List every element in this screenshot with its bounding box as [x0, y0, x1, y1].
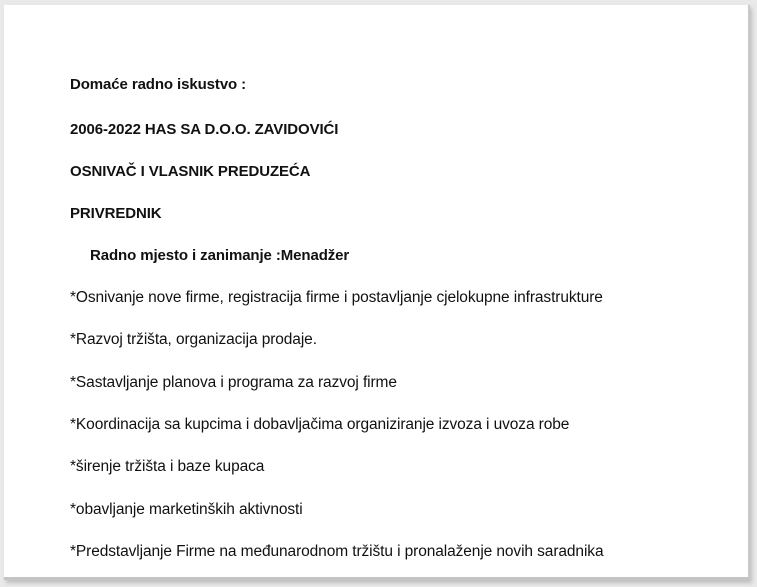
occupation-line: PRIVREDNIK — [70, 205, 162, 222]
duty-item: *širenje tržišta i baze kupaca — [70, 458, 265, 475]
duty-item: *Osnivanje nove firme, registracija firme i postavljanje cjelokupne infrastrukture — [70, 289, 603, 306]
duty-item: *Koordinacija sa kupcima i dobavljačima organiziranje izvoza i uvoza robe — [70, 416, 570, 433]
role-line: OSNIVAČ I VLASNIK PREDUZEĆA — [70, 163, 311, 180]
duty-item: *obavljanje marketinških aktivnosti — [70, 501, 303, 518]
position-line: Radno mjesto i zanimanje :Menadžer — [90, 247, 350, 264]
company-line: 2006-2022 HAS SA D.O.O. ZAVIDOVIĆI — [70, 121, 339, 138]
document-page — [4, 5, 750, 580]
duty-item: *Predstavljanje Firme na međunarodnom tržištu i pronalaženje novih saradnika — [70, 543, 604, 560]
duty-item: *Sastavljanje planova i programa za razvoj firme — [70, 374, 397, 391]
section-heading: Domaće radno iskustvo : — [70, 76, 247, 93]
duty-item: *Razvoj tržišta, organizacija prodaje. — [70, 331, 317, 348]
